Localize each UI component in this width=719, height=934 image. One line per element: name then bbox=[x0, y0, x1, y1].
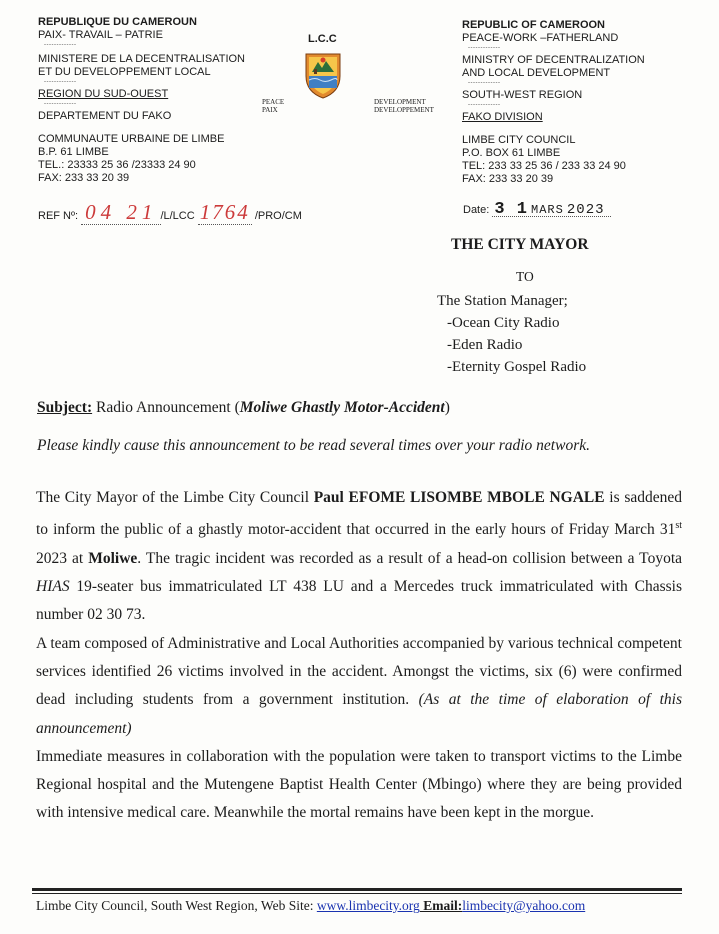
header-right-council: LIMBE CITY COUNCIL bbox=[462, 134, 576, 146]
request-line bbox=[37, 437, 590, 455]
header-left-tel: TEL.: 23333 25 36 /23333 24 90 bbox=[38, 159, 196, 171]
header-right-separator: ------------- bbox=[468, 45, 501, 51]
body-paragraph-1: The City Mayor of the Limbe City Council Paul EFOME LISOMBE MBOLE NGALE is saddened to inform the public of a ghastly motor-accident that occurred in the early hours of Friday March 31st 2023 at Moliwe. The tragic incident was recorded as a result of a head-on collision between a Toyota HIAS 19-seater bus immatriculated LT 438 LU and a Mercedes truck immatriculated with Chassis number 02 30 73. bbox=[36, 489, 683, 624]
header-right-separator: ------------- bbox=[468, 102, 501, 108]
date-stamp-year: 2023 bbox=[566, 202, 605, 218]
vehicle-model: HIAS bbox=[36, 578, 70, 596]
request-text: Please kindly cause this announcement to be read several times over your radio network. bbox=[37, 437, 590, 454]
subject-text: Radio Announcement ( bbox=[92, 399, 240, 416]
header-right-ministry: MINISTRY OF DECENTRALIZATION bbox=[462, 54, 645, 66]
station-item: -Ocean City Radio bbox=[447, 315, 560, 331]
accident-place: Moliwe bbox=[88, 549, 138, 567]
header-left-ministry-2: ET DU DEVELOPPEMENT LOCAL bbox=[38, 66, 211, 78]
footer-rule bbox=[32, 888, 682, 894]
body-paragraph-3: Immediate measures in collaboration with the population were taken to transport victims to the Limbe Regional hospital and the Mutengene Baptist Health Center (Mbingo) where they are being provided with intensive medical care. Meanwhile the mortal remains have been kept in the morgue. bbox=[36, 747, 682, 822]
recipient-title: The Station Manager; bbox=[437, 293, 568, 309]
header-right-box: P.O. BOX 61 LIMBE bbox=[462, 147, 561, 159]
date-label: Date: bbox=[463, 204, 490, 216]
reference-handwritten-number-2: 1764 bbox=[199, 200, 250, 224]
header-acronym: L.C.C bbox=[308, 33, 337, 45]
header-left-region: REGION DU SUD-OUEST bbox=[38, 88, 169, 100]
body-paragraph-2: A team composed of Administrative and Local Authorities accompanied by various technical competent services identified 26 victims involved in the accident. Amongst the victims, six (6) were confirmed dead including students from a government institution. (As at the time of elaboration of this announcement) bbox=[36, 634, 682, 737]
footer-website-link[interactable]: www.limbecity.org bbox=[316, 898, 420, 913]
header-left-ministry: MINISTERE DE LA DECENTRALISATION bbox=[38, 53, 246, 65]
header-left-separator: ------------- bbox=[44, 101, 77, 107]
header-right-division: FAKO DIVISION bbox=[462, 111, 543, 123]
reference-prefix: REF Nº: bbox=[38, 210, 79, 222]
header-right-country: REPUBLIC OF CAMEROON bbox=[462, 19, 605, 31]
reference-number bbox=[38, 200, 302, 225]
header-right-ministry-2: AND LOCAL DEVELOPMENT bbox=[462, 67, 611, 79]
peace-caption: PEACE PAIX bbox=[262, 98, 285, 114]
subject-label: Subject: bbox=[37, 399, 93, 416]
header-right-region: SOUTH-WEST REGION bbox=[462, 89, 583, 101]
subject-line bbox=[37, 399, 450, 417]
header-right bbox=[462, 19, 692, 186]
header-right-fax: FAX: 233 33 20 39 bbox=[462, 173, 554, 185]
subject-italic: Moliwe Ghastly Motor-Accident bbox=[239, 399, 445, 416]
footer-email-link[interactable]: limbecity@yahoo.com bbox=[462, 898, 586, 913]
subject-close: ) bbox=[444, 399, 450, 416]
header-left-separator: ------------- bbox=[44, 42, 77, 48]
to-label: TO bbox=[516, 269, 534, 284]
sender-title: THE CITY MAYOR bbox=[451, 236, 589, 253]
header-left-department: DEPARTEMENT DU FAKO bbox=[38, 110, 172, 122]
mayor-name: Paul EFOME LISOMBE MBOLE NGALE bbox=[313, 489, 605, 506]
reference-suffix: /PRO/CM bbox=[254, 210, 302, 222]
reference-mid: /L/LCC bbox=[160, 210, 195, 222]
announcement-body bbox=[36, 484, 682, 828]
recipient-block bbox=[437, 290, 586, 378]
station-item: -Eternity Gospel Radio bbox=[447, 359, 587, 375]
header-right-tel: TEL: 233 33 25 36 / 233 33 24 90 bbox=[462, 160, 626, 172]
header-left-separator: ------------- bbox=[44, 79, 77, 85]
footer-text: Limbe City Council, South West Region, Web Site: bbox=[36, 898, 317, 913]
header-left-country: REPUBLIQUE DU CAMEROUN bbox=[38, 16, 197, 28]
header-left bbox=[38, 16, 268, 185]
header-left-council: COMMUNAUTE URBAINE DE LIMBE bbox=[38, 133, 225, 145]
header-left-bp: B.P. 61 LIMBE bbox=[38, 146, 109, 158]
station-item: -Eden Radio bbox=[447, 337, 523, 353]
date-stamp-month: MARS bbox=[531, 203, 564, 217]
development-caption: DEVELOPMENT DEVELOPPEMENT bbox=[374, 98, 434, 114]
header-left-fax: FAX: 233 33 20 39 bbox=[38, 172, 130, 184]
header-right-separator: ------------- bbox=[468, 80, 501, 86]
header-left-motto: PAIX- TRAVAIL – PATRIE bbox=[38, 29, 163, 41]
reference-handwritten-number: 04 21 bbox=[81, 200, 161, 225]
footer-email-label: Email: bbox=[419, 898, 463, 913]
city-council-crest-icon bbox=[300, 50, 346, 100]
date-stamp-day: 3 1 bbox=[494, 200, 528, 219]
footer bbox=[36, 898, 585, 914]
date-line bbox=[463, 200, 611, 219]
header-right-motto: PEACE-WORK –FATHERLAND bbox=[462, 32, 619, 44]
date-stamp bbox=[492, 200, 610, 219]
